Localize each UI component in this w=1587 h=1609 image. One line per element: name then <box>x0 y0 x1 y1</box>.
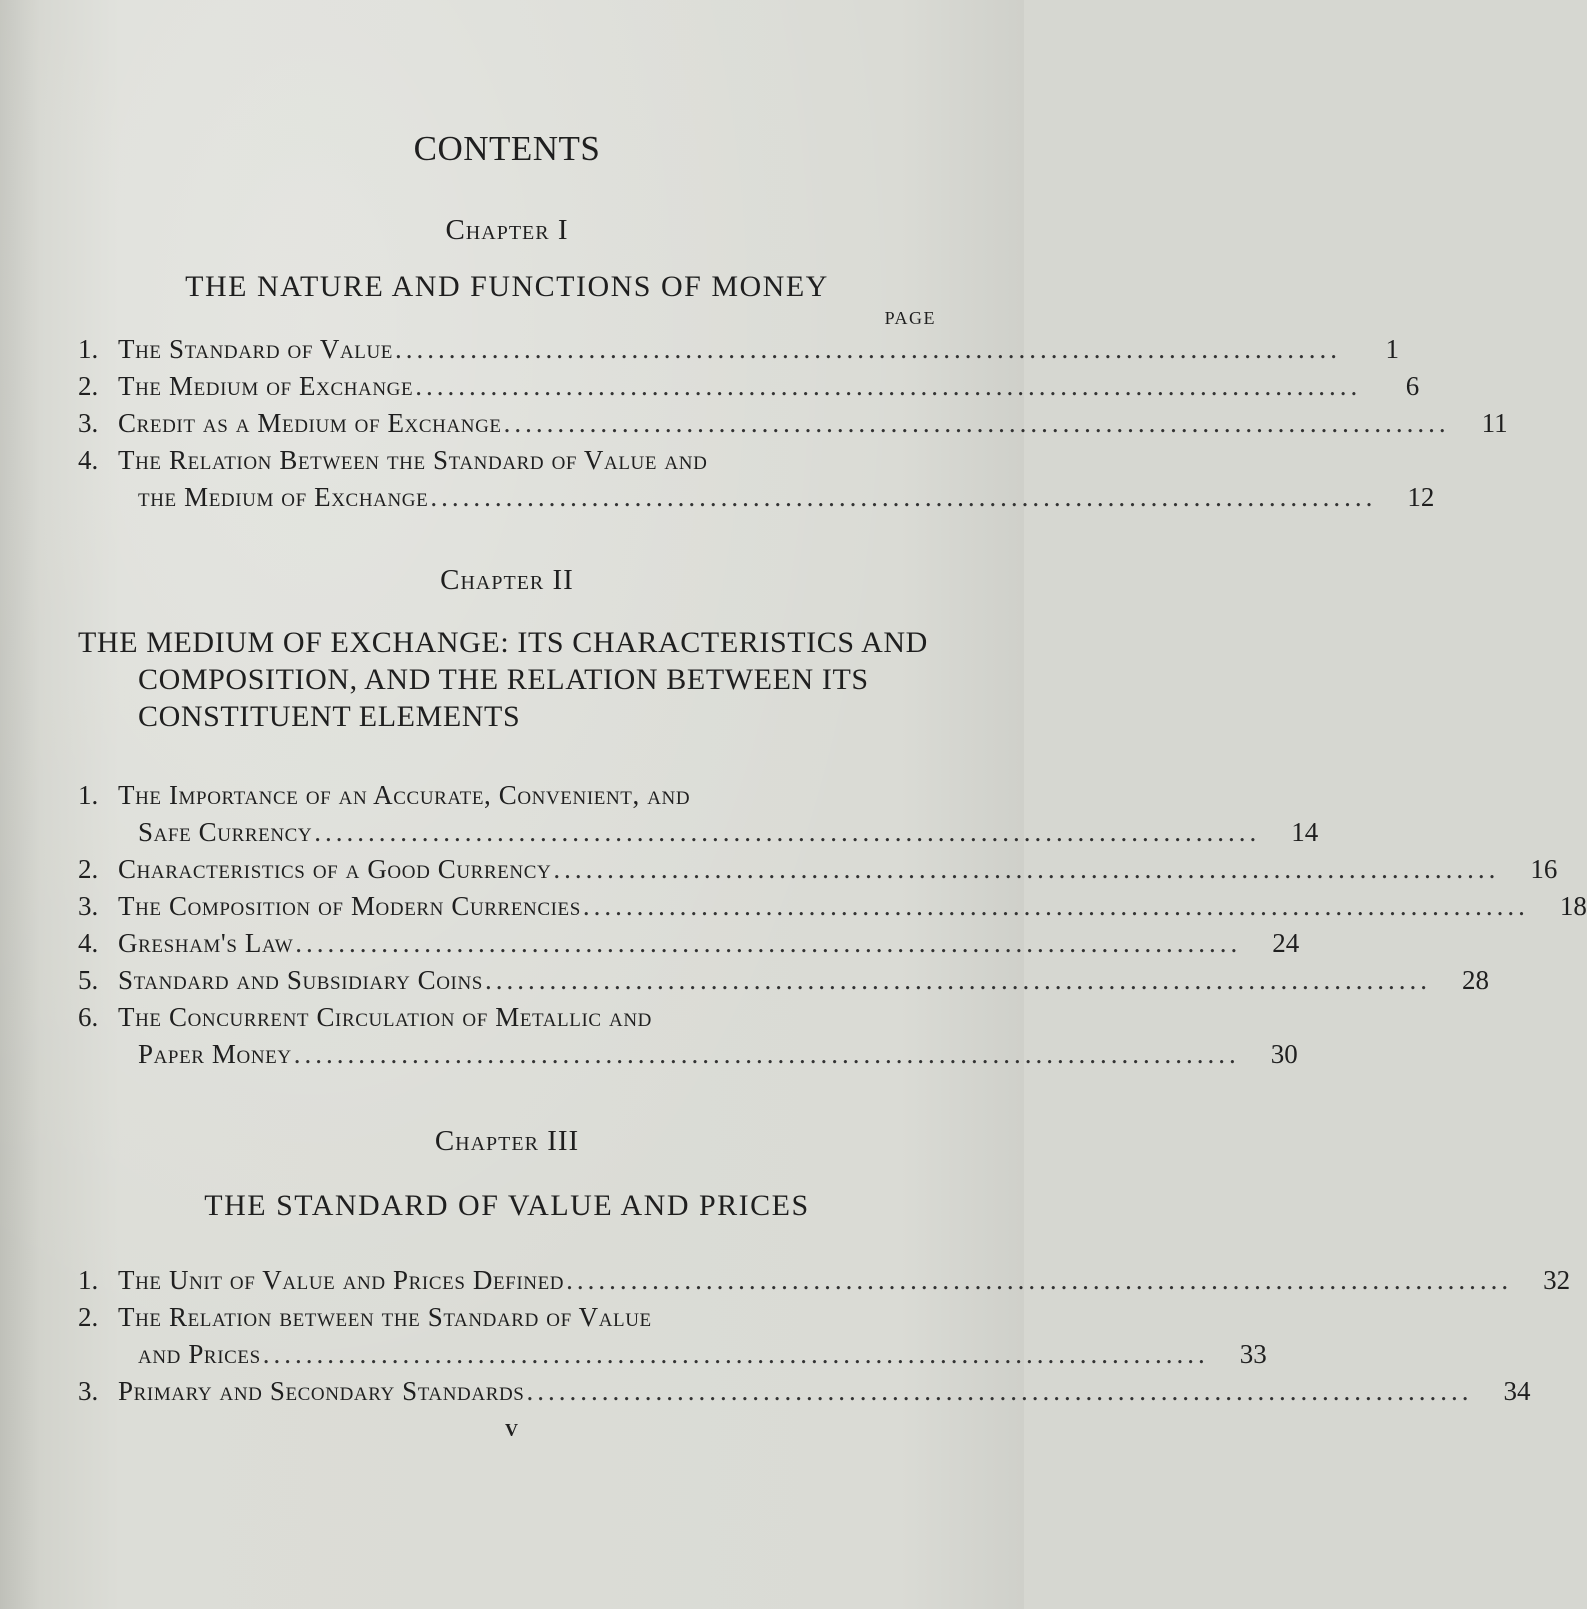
entry-title: The Medium of Exchange <box>118 371 414 401</box>
entry-number: 3. <box>78 891 99 921</box>
entry-number: 2. <box>78 1302 99 1332</box>
entry-page: 14 <box>1291 817 1319 847</box>
entry-title: Credit as a Medium of Exchange <box>118 408 502 438</box>
entry-title-continued: and Prices <box>138 1339 261 1369</box>
entry-page: 16 <box>1530 854 1558 884</box>
toc-entry <box>78 1373 1531 1410</box>
toc-entry <box>78 1262 1571 1299</box>
entry-title: The Relation Between the Standard of Value and <box>118 445 708 475</box>
chapter-label: Chapter II <box>440 564 574 596</box>
chapter-heading: THE MEDIUM OF EXCHANGE: ITS CHARACTERISTICS AND COMPOSITION, AND THE RELATION BETWEEN ITS CONSTITUENT ELEMENTS <box>78 626 928 733</box>
entry-page: 34 <box>1503 1376 1531 1406</box>
entry-page: 28 <box>1461 965 1489 995</box>
entry-title: The Composition of Modern Currencies <box>118 891 581 921</box>
entry-page: 12 <box>1407 482 1435 512</box>
dot-leader: ........................................................................................ <box>553 854 1500 884</box>
page-column-label: PAGE <box>884 308 936 328</box>
entry-title: The Standard of Value <box>118 334 394 364</box>
page-numeral: v <box>505 1413 519 1442</box>
entry-title: The Unit of Value and Prices Defined <box>118 1265 565 1295</box>
entry-number: 2. <box>78 371 99 401</box>
dot-leader: ........................................................................................ <box>582 891 1529 921</box>
entry-page: 33 <box>1239 1339 1267 1369</box>
entry-page: 11 <box>1481 408 1508 438</box>
entry-title: Characteristics of a Good Currency <box>118 854 552 884</box>
entry-title: The Importance of an Accurate, Convenient, and <box>118 780 691 810</box>
entry-title: The Concurrent Circulation of Metallic and <box>118 1002 652 1032</box>
toc-entry <box>78 368 1420 405</box>
toc-entry <box>78 851 1558 888</box>
toc-entry <box>78 888 1587 925</box>
dot-leader: ........................................................................................ <box>503 408 1450 438</box>
dot-leader: ........................................................................................ <box>262 1339 1209 1369</box>
dot-leader: ........................................................................................ <box>395 334 1342 364</box>
toc-entry <box>78 405 1508 442</box>
entry-title: The Relation between the Standard of Value <box>118 1302 652 1332</box>
toc-entry <box>78 777 1319 851</box>
entry-number: 4. <box>78 928 99 958</box>
entry-title: Standard and Subsidiary Coins <box>118 965 483 995</box>
entry-number: 1. <box>78 1265 99 1295</box>
entry-number: 1. <box>78 334 99 364</box>
entry-number: 6. <box>78 1002 99 1032</box>
toc-entry <box>78 925 1300 962</box>
entry-number: 3. <box>78 1376 99 1406</box>
entry-page: 32 <box>1543 1265 1571 1295</box>
entry-number: 5. <box>78 965 99 995</box>
entry-page: 30 <box>1270 1039 1298 1069</box>
dot-leader: ........................................................................................ <box>526 1376 1473 1406</box>
table-of-contents <box>78 128 1587 1410</box>
chapter-heading: THE NATURE AND FUNCTIONS OF MONEY <box>185 270 829 303</box>
entry-number: 1. <box>78 780 99 810</box>
toc-entry <box>78 331 1400 368</box>
toc-entry <box>78 962 1489 999</box>
entry-title: Primary and Secondary Standards <box>118 1376 525 1406</box>
toc-entry <box>78 442 1435 516</box>
entry-page: 1 <box>1385 334 1400 364</box>
entry-title-continued: Paper Money <box>138 1039 292 1069</box>
entry-page: 24 <box>1272 928 1300 958</box>
entry-title-continued: the Medium of Exchange <box>138 482 429 512</box>
dot-leader: ........................................................................................ <box>415 371 1362 401</box>
dot-leader: ........................................................................................ <box>430 482 1377 512</box>
dot-leader: ........................................................................................ <box>295 928 1242 958</box>
toc-entry <box>78 999 1298 1073</box>
dot-leader: ........................................................................................ <box>484 965 1431 995</box>
chapter-label: Chapter I <box>445 214 569 246</box>
contents-title: CONTENTS <box>413 129 601 168</box>
chapter-heading: THE STANDARD OF VALUE AND PRICES <box>204 1189 810 1222</box>
entry-page: 18 <box>1559 891 1587 921</box>
entry-page: 6 <box>1405 371 1420 401</box>
entry-number: 4. <box>78 445 99 475</box>
entry-title: Gresham's Law <box>118 928 294 958</box>
entry-title-continued: Safe Currency <box>138 817 313 847</box>
dot-leader: ........................................................................................ <box>314 817 1261 847</box>
dot-leader: ........................................................................................ <box>293 1039 1240 1069</box>
entry-number: 3. <box>78 408 99 438</box>
entry-number: 2. <box>78 854 99 884</box>
dot-leader: ........................................................................................ <box>566 1265 1513 1295</box>
chapter-label: Chapter III <box>434 1125 580 1157</box>
toc-entry <box>78 1299 1267 1373</box>
